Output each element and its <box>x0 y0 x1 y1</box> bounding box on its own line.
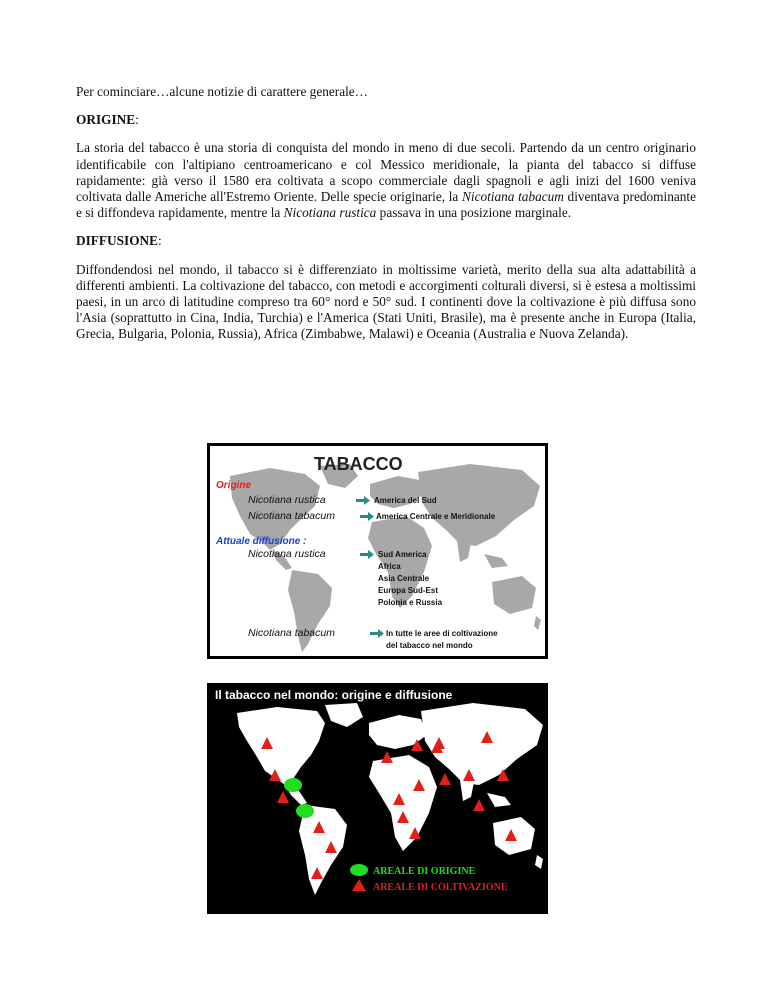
tobacco-world-map <box>210 446 545 656</box>
fig1-row3-region-5: Polonia e Russia <box>378 598 443 607</box>
legend-origin-icon <box>350 864 368 876</box>
diffusion-heading <box>76 233 696 249</box>
arrow-icon <box>370 629 384 638</box>
fig1-row4-species: Nicotiana tabacum <box>248 627 335 639</box>
origin-paragraph <box>76 140 696 221</box>
fig1-title: TABACCO <box>314 454 403 474</box>
origin-species-rustica: Nicotiana rustica <box>283 205 377 221</box>
fig1-diffusion-label: Attuale diffusione : <box>216 536 307 547</box>
diffusion-heading-text: DIFFUSIONE <box>76 233 159 249</box>
tobacco-distribution-map <box>207 683 548 914</box>
diffusion-heading-colon: : <box>158 233 162 249</box>
fig1-row2-region: America Centrale e Meridionale <box>376 512 496 521</box>
fig1-row3-species: Nicotiana rustica <box>248 548 326 560</box>
origin-species-tabacum: Nicotiana tabacum <box>462 189 564 205</box>
legend-origin-label: AREALE DI ORIGINE <box>373 866 476 877</box>
fig1-row4-region-1: In tutte le aree di coltivazione <box>386 629 498 638</box>
document-body <box>76 84 696 355</box>
origin-heading-colon: : <box>135 112 139 128</box>
arrow-icon <box>360 550 374 559</box>
intro-line: Per cominciare…alcune notizie di carattere generale… <box>76 84 369 99</box>
diffusion-paragraph: Diffondendosi nel mondo, il tabacco si è differenziato in moltissime varietà, merito della sua alta adattabilità a differenti ambienti. La coltivazione del tabacco, con metodi e accorgimenti colturali diversi, si è estesa a moltissimi paesi, in un arco di latitudine compreso tra 60° nord e 50° sud. I continenti dove la coltivazione è più diffusa sono l'Asia (soprattutto in Cina, India, Turchia) e l'America (Stati Uniti, Brasile), ma è presente anche in Europa (Italia, Grecia, Bulgaria, Polonia, Russia), Africa (Zimbabwe, Malawi) e Oceania (Australia e Nuova Zelanda). <box>76 261 696 342</box>
origin-heading-text: ORIGINE <box>76 112 136 128</box>
origin-heading <box>76 112 696 128</box>
origin-text-part-1: La storia del tabacco è una storia di conquista del mondo in meno di due secoli. Partendo da un centro originario identificabile con l'altipiano centroamericano e col Messico meridionale, la pianta del tabacco si diffuse rapidamente: già verso il 1580 era coltivata a scopo commerciale dagli spagnoli e agli inizi del 1600 veniva coltivata dalle Americhe all'Estremo Oriente. Delle specie originarie, la <box>76 140 696 205</box>
arrow-icon <box>356 496 370 505</box>
origin-text-part-2: diventava predominante e si diffondeva rapidamente, mentre la <box>76 189 697 221</box>
fig1-row3-region-4: Europa Sud-Est <box>378 586 439 595</box>
tobacco-species-panel <box>210 446 545 656</box>
fig1-row3-region-3: Asia Centrale <box>378 574 430 583</box>
tobacco-distribution-figure <box>207 683 548 914</box>
fig1-origin-label: Origine <box>216 480 252 491</box>
origin-text-part-3: passava in una posizione marginale. <box>376 205 572 221</box>
fig1-row3-region-2: Africa <box>378 562 401 571</box>
fig1-row4-region-2: del tabacco nel mondo <box>386 641 473 650</box>
fig1-row2-species: Nicotiana tabacum <box>248 510 335 522</box>
fig1-row1-region: America del Sud <box>374 496 437 505</box>
fig1-row3-region-1: Sud America <box>378 550 427 559</box>
fig1-row1-species: Nicotiana rustica <box>248 494 326 506</box>
tobacco-species-figure <box>207 443 548 659</box>
arrow-icon <box>360 512 374 521</box>
origin-marker <box>284 778 302 792</box>
legend-cultivation-label: AREALE DI COLTIVAZIONE <box>373 882 508 893</box>
fig2-title: Il tabacco nel mondo: origine e diffusione <box>215 688 453 702</box>
origin-marker <box>296 804 314 818</box>
